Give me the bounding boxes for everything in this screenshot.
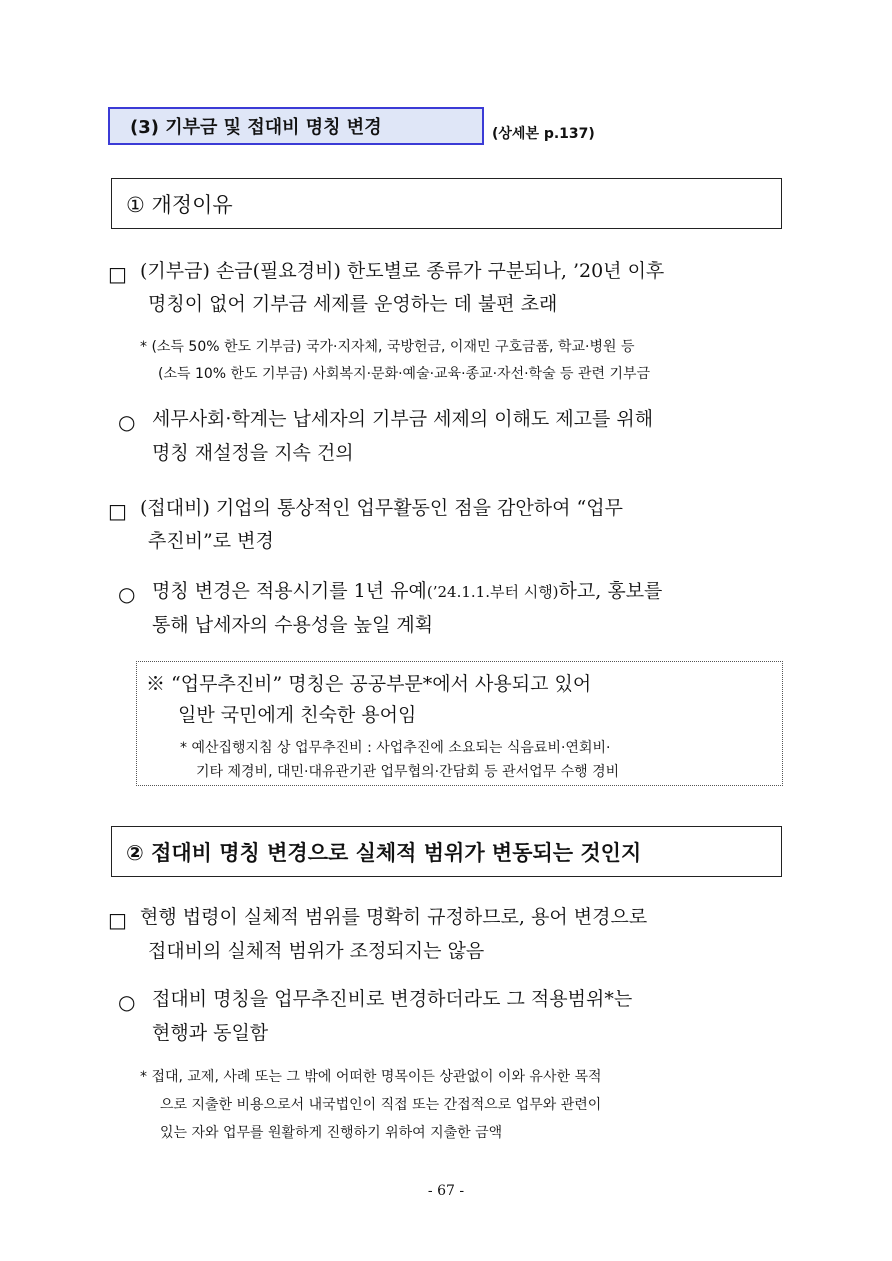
note-1-line-2: (소득 10% 한도 기부금) 사회복지·문화·예술·교육·종교·자선·학술 등 관련 기부금 <box>158 366 651 382</box>
note-2-line-2: 으로 지출한 비용으로서 내국법인이 직접 또는 간접적으로 업무와 관련이 <box>160 1097 602 1113</box>
page-number: - 67 - <box>427 1183 465 1199</box>
paragraph-3-line-2: 추진비”로 변경 <box>148 530 274 552</box>
paragraph-4-main-text: 명칭 변경은 적용시기를 1년 유예 <box>152 580 427 602</box>
note-1-line-1: * (소득 50% 한도 기부금) 국가·지자체, 국방헌금, 이재민 구호금품, 학교·병원 등 <box>140 339 635 355</box>
section-title: (3) 기부금 및 접대비 명칭 변경 <box>130 117 382 138</box>
subsection-1-title: ① 개정이유 <box>126 192 233 217</box>
paragraph-2-line-1: 세무사회·학계는 납세자의 기부금 세제의 이해도 제고를 위해 <box>152 408 654 430</box>
box-line-1: ※ “업무추진비” 명칭은 공공부문*에서 사용되고 있어 <box>146 673 592 695</box>
box-note-line-2: 기타 제경비, 대민·대유관기관 업무협의·간담회 등 관서업무 수행 경비 <box>196 764 620 780</box>
square-bullet: □ <box>108 908 127 932</box>
square-bullet: □ <box>108 499 127 523</box>
paragraph-6-line-1: 접대비 명칭을 업무추진비로 변경하더라도 그 적용범위*는 <box>152 988 633 1010</box>
circle-bullet: ○ <box>118 582 136 606</box>
square-bullet: □ <box>108 262 127 286</box>
note-2-line-3: 있는 자와 업무를 원활하게 진행하기 위하여 지출한 금액 <box>160 1125 503 1141</box>
paragraph-1-line-1: (기부금) 손금(필요경비) 한도별로 종류가 구분되나, ’20년 이후 <box>140 260 665 282</box>
paragraph-5-line-1: 현행 법령이 실체적 범위를 명확히 규정하므로, 용어 변경으로 <box>140 906 648 928</box>
subsection-1-header <box>111 178 782 229</box>
paragraph-3-line-1: (접대비) 기업의 통상적인 업무활동인 점을 감안하여 “업무 <box>140 497 623 519</box>
note-2-line-1: * 접대, 교제, 사례 또는 그 밖에 어떠한 명목이든 상관없이 이와 유사한 목적 <box>140 1069 602 1085</box>
subsection-2-title: ② 접대비 명칭 변경으로 실체적 범위가 변동되는 것인지 <box>126 840 642 865</box>
circle-bullet: ○ <box>118 990 136 1014</box>
box-line-2: 일반 국민에게 친숙한 용어임 <box>178 704 417 726</box>
circle-bullet: ○ <box>118 410 136 434</box>
detail-reference: (상세본 p.137) <box>492 126 595 142</box>
paragraph-2-line-2: 명칭 재설정을 지속 건의 <box>152 442 354 464</box>
box-note-line-1: * 예산집행지침 상 업무추진비 : 사업추진에 소요되는 식음료비·연회비· <box>180 740 611 756</box>
paragraph-4-line-2: 통해 납세자의 수용성을 높일 계획 <box>152 614 434 636</box>
paragraph-1-line-2: 명칭이 없어 기부금 세제를 운영하는 데 불편 초래 <box>148 293 558 315</box>
section-title-box <box>108 107 484 145</box>
subsection-2-header <box>111 826 782 877</box>
paragraph-4-tail-text: 하고, 홍보를 <box>558 580 663 602</box>
paragraph-5-line-2: 접대비의 실체적 범위가 조정되지는 않음 <box>148 940 485 962</box>
paragraph-4-effective-date: (’24.1.1.부터 시행) <box>426 583 559 601</box>
paragraph-6-line-2: 현행과 동일함 <box>152 1022 269 1044</box>
paragraph-4-line-1 <box>152 582 662 601</box>
